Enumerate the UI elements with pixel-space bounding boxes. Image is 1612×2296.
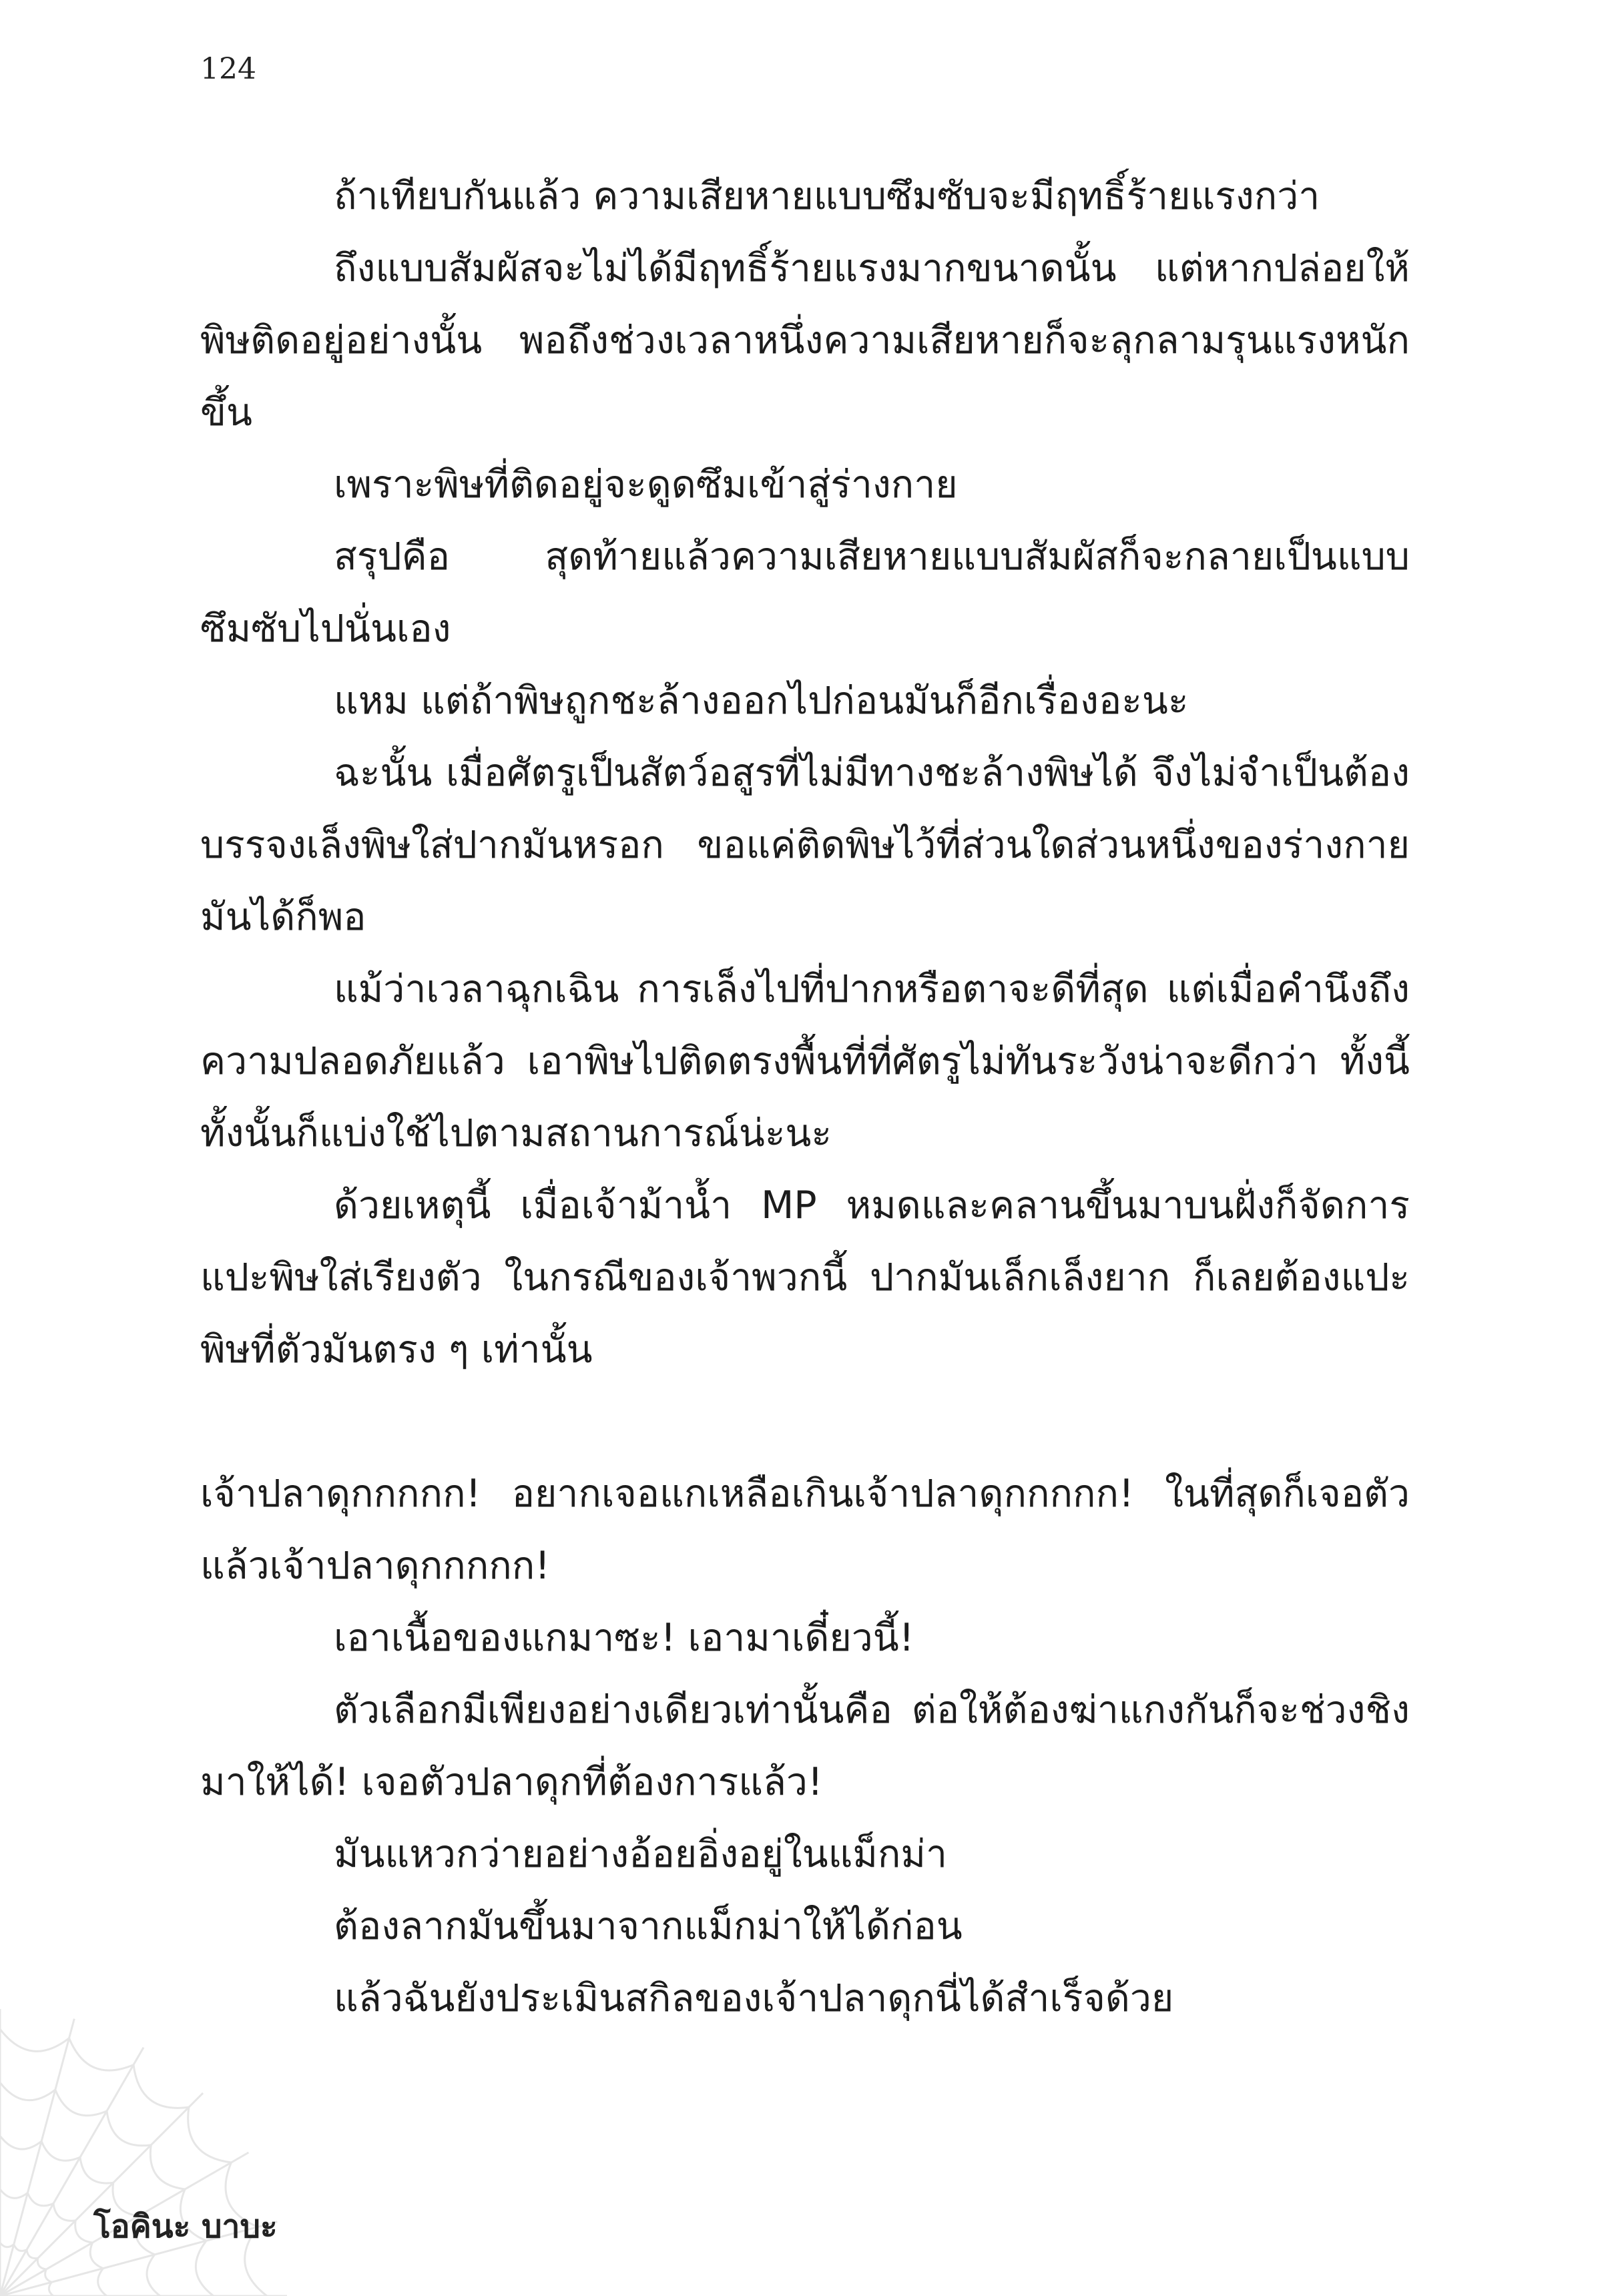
web-spoke xyxy=(0,2019,74,2296)
footer-author: โอคินะ บาบะ xyxy=(93,2208,278,2245)
paragraph: ถึงแบบสัมผัสจะไม่ได้มีฤทธิ์ร้ายแรงมากขนาดนั้น แต่หากปล่อยให้พิษติดอยู่อย่างนั้น พอถึงช่วงเวลาหนึ่งความเสียหายก็จะลุกลามรุนแรงหนักขึ้น xyxy=(200,246,1410,435)
paragraph: ถ้าเทียบกันแล้ว ความเสียหายแบบซึมซับจะมีฤทธิ์ร้ายแรงกว่า xyxy=(334,174,1320,218)
paragraph: เจ้าปลาดุกกกกก! อยากเจอแกเหลือเกินเจ้าปลาดุกกกกก! ในที่สุดก็เจอตัวแล้วเจ้าปลาดุกกกกก! xyxy=(200,1472,1410,1588)
paragraph: สรุปคือ สุดท้ายแล้วความเสียหายแบบสัมผัสก็จะกลายเป็นแบบซึมซับไปนั่นเอง xyxy=(200,535,1410,651)
paragraph: ตัวเลือกมีเพียงอย่างเดียวเท่านั้นคือ ต่อให้ต้องฆ่าแกงกันก็จะช่วงชิงมาให้ได้! เจอตัวปลาดุกที่ต้องการแล้ว! xyxy=(200,1688,1410,1804)
paragraph: เอาเนื้อของแกมาซะ! เอามาเดี๋ยวนี้! xyxy=(334,1616,914,1660)
paragraph: ต้องลากมันขึ้นมาจากแม็กม่าให้ได้ก่อน xyxy=(334,1904,963,1948)
paragraph: ฉะนั้น เมื่อศัตรูเป็นสัตว์อสูรที่ไม่มีทางชะล้างพิษได้ จึงไม่จำเป็นต้องบรรจงเล็งพิษใส่ปากมันหรอก ขอแค่ติดพิษไว้ที่ส่วนใดส่วนหนึ่งของร่างกายมันได้ก็พอ xyxy=(200,751,1410,939)
web-spoke xyxy=(0,2093,203,2296)
page-number: 124 xyxy=(200,52,256,86)
paragraph: ด้วยเหตุนี้ เมื่อเจ้าม้าน้ำ MP หมดและคลานขึ้นมาบนฝั่งก็จัดการแปะพิษใส่เรียงตัว ในกรณีของเจ้าพวกนี้ ปากมันเล็กเล็งยาก ก็เลยต้องแปะพิษที่ตัวมันตรง ๆ เท่านั้น xyxy=(200,1183,1410,1372)
body-text xyxy=(200,160,1410,2034)
paragraph: เพราะพิษที่ติดอยู่จะดูดซึมเข้าสู่ร่างกาย xyxy=(334,463,958,507)
paragraph: แล้วฉันยังประเมินสกิลของเจ้าปลาดุกนี่ได้สำเร็จด้วย xyxy=(334,1976,1174,2020)
spider-web-icon xyxy=(0,2002,307,2296)
web-spoke xyxy=(0,2048,144,2296)
paragraph: แม้ว่าเวลาฉุกเฉิน การเล็งไปที่ปากหรือตาจะดีที่สุด แต่เมื่อคำนึงถึงความปลอดภัยแล้ว เอาพิษไปติดตรงพื้นที่ที่ศัตรูไม่ทันระวังน่าจะดีกว่า ทั้งนี้ทั้งนั้นก็แบ่งใช้ไปตามสถานการณ์น่ะนะ xyxy=(200,967,1410,1155)
paragraph: แหม แต่ถ้าพิษถูกชะล้างออกไปก่อนมันก็อีกเรื่องอะนะ xyxy=(334,679,1189,723)
paragraph: มันแหวกว่ายอย่างอ้อยอิ่งอยู่ในแม็กม่า xyxy=(334,1832,948,1876)
